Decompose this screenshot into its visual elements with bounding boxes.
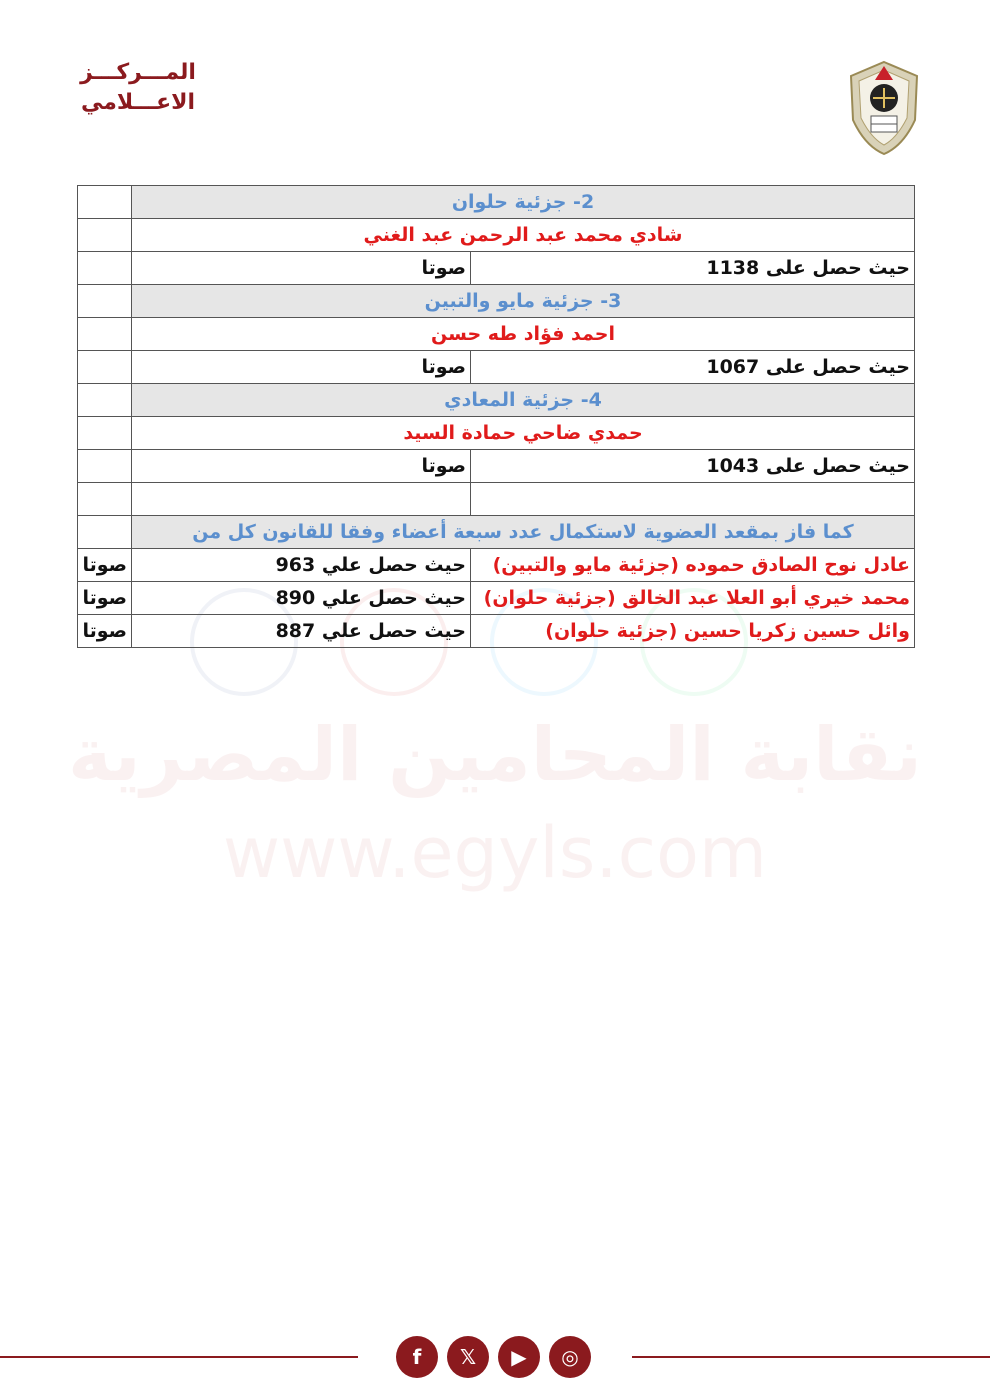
instagram-icon[interactable]: ◎	[549, 1336, 591, 1378]
section-row	[78, 186, 915, 219]
empty-cell	[78, 450, 132, 483]
votes-label: حيث حصل على 1043	[471, 450, 915, 483]
watermark-text: نقابة المحامين المصرية	[68, 712, 922, 798]
section-title: 4- جزئية المعادي	[132, 384, 915, 417]
members-heading: كما فاز بمقعد العضوية لاستكمال عدد سبعة أعضاء وفقا للقانون كل من	[132, 516, 915, 549]
winner-row	[78, 417, 915, 450]
votes-row	[78, 252, 915, 285]
spacer-row	[78, 483, 915, 516]
youtube-icon[interactable]: ▶	[498, 1336, 540, 1378]
media-center-title	[78, 58, 198, 118]
empty-cell	[78, 219, 132, 252]
facebook-icon[interactable]: f	[396, 1336, 438, 1378]
winner-name: حمدي ضاحي حمادة السيد	[132, 417, 915, 450]
empty-cell	[78, 384, 132, 417]
member-name: عادل نوح الصادق حموده (جزئية مايو والتبين)	[471, 549, 915, 582]
footer-divider-right	[632, 1356, 990, 1358]
member-name: محمد خيري أبو العلا عبد الخالق (جزئية حلوان)	[471, 582, 915, 615]
votes-row	[78, 450, 915, 483]
section-title: 3- جزئية مايو والتبين	[132, 285, 915, 318]
votes-label: حيث حصل على 1138	[471, 252, 915, 285]
section-row	[78, 285, 915, 318]
title-line-2: الاعـــلامي	[80, 90, 196, 115]
empty-cell	[78, 285, 132, 318]
votes-row	[78, 351, 915, 384]
empty-cell	[471, 483, 915, 516]
votes-unit: صوتا	[132, 351, 471, 384]
empty-cell	[78, 252, 132, 285]
member-row	[78, 582, 915, 615]
member-unit: صوتا	[78, 615, 132, 648]
member-name: وائل حسين زكريا حسين (جزئية حلوان)	[471, 615, 915, 648]
member-votes: حيث حصل علي 890	[132, 582, 471, 615]
empty-cell	[78, 417, 132, 450]
footer-divider-left	[0, 1356, 358, 1358]
empty-cell	[78, 483, 132, 516]
section-title: 2- جزئية حلوان	[132, 186, 915, 219]
member-unit: صوتا	[78, 549, 132, 582]
winner-row	[78, 318, 915, 351]
member-votes: حيث حصل علي 963	[132, 549, 471, 582]
votes-unit: صوتا	[132, 450, 471, 483]
empty-cell	[78, 186, 132, 219]
empty-cell	[132, 483, 471, 516]
member-unit: صوتا	[78, 582, 132, 615]
empty-cell	[78, 318, 132, 351]
members-heading-row	[78, 516, 915, 549]
bar-association-emblem-icon	[843, 58, 925, 158]
member-row	[78, 549, 915, 582]
winner-name: احمد فؤاد طه حسن	[132, 318, 915, 351]
winner-name: شادي محمد عبد الرحمن عبد الغني	[132, 219, 915, 252]
votes-unit: صوتا	[132, 252, 471, 285]
empty-cell	[78, 351, 132, 384]
title-line-1: المـــركـــز	[80, 60, 196, 85]
member-votes: حيث حصل علي 887	[132, 615, 471, 648]
watermark-url: www.egyls.com	[222, 812, 768, 894]
votes-label: حيث حصل على 1067	[471, 351, 915, 384]
x-twitter-icon[interactable]: 𝕏	[447, 1336, 489, 1378]
section-row	[78, 384, 915, 417]
empty-cell	[78, 516, 132, 549]
member-row	[78, 615, 915, 648]
results-table	[77, 185, 915, 648]
winner-row	[78, 219, 915, 252]
